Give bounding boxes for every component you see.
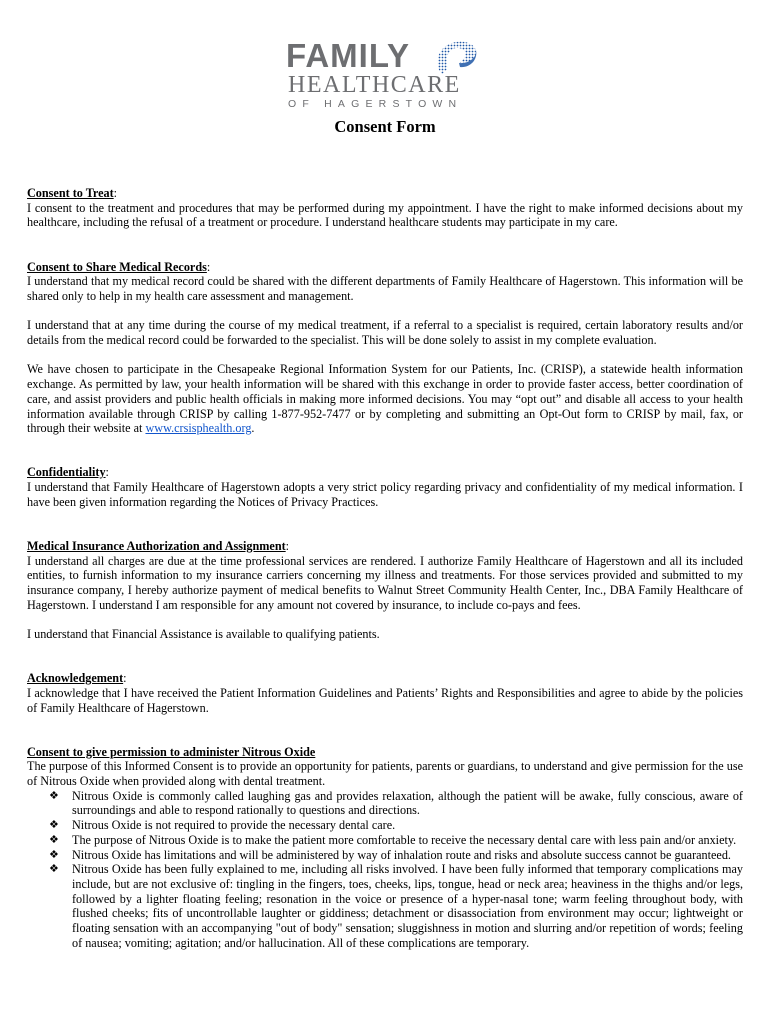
paragraph: I understand that at any time during the course of my medical treatment, if a referral to a specialist is required, certain laboratory results and/or details from the medical record could be forwarded to the specialist. This will be done solely to assist in my complete evaluation. <box>27 318 743 347</box>
logo-family-text: FAMILY <box>286 37 410 74</box>
paragraph: I consent to the treatment and procedures that may be performed during my appointment. I have the right to make informed decisions about my healthcare, including the refusal of a treatment or procedure. I understand healthcare students may participate in my care. <box>27 200 743 230</box>
list-item: ❖ Nitrous Oxide is not required to provide the necessary dental care. <box>49 818 396 833</box>
section-nitrous-oxide <box>27 745 743 951</box>
diamond-bullet-icon: ❖ <box>49 789 59 802</box>
diamond-bullet-icon: ❖ <box>49 819 59 832</box>
page-title: Consent Form <box>334 117 436 136</box>
section-heading: Confidentiality <box>27 465 106 480</box>
section-heading: Acknowledgement <box>27 671 124 686</box>
family-healthcare-logo <box>286 38 491 110</box>
paragraph: I understand that Family Healthcare of Hagerstown adopts a very strict policy regarding privacy and confidentiality of my medical information. I have been given information regarding the Notices of Privacy Practices. <box>27 480 743 509</box>
section-consent-to-treat: Consent to Treat: I consent to the treatment and procedures that may be performed during my appointment. I have the right to make informed decisions about my healthcare, including the refusal of a treatment or procedure. I understand healthcare students may participate in my care. <box>27 186 743 230</box>
diamond-bullet-icon: ❖ <box>49 848 59 861</box>
section-heading: Medical Insurance Authorization and Assignment <box>27 538 286 553</box>
section-insurance: Medical Insurance Authorization and Assignment: I understand all charges are due at the time professional services are rendered. I authorize Family Healthcare of Hagerstown and all its included entities, to furnish information to my insurance carriers concerning my illness and treatments. For those services provided and submitted to my insurance company, I hereby authorize payment of medical benefits to Walnut Street Community Health Center, Inc., DBA Family Healthcare of Hagerstown. I understand I am responsible for any amount not covered by insurance, to include co-pays and fees. I understand that Financial Assistance is available to qualifying patients. <box>27 538 743 641</box>
section-heading: Consent to Treat <box>27 186 114 200</box>
section-heading: Consent to give permission to administer Nitrous Oxide <box>27 744 316 759</box>
nitrous-bullet-list <box>27 789 743 951</box>
logo-hagerstown-text: OF HAGERSTOWN <box>288 98 463 110</box>
crisp-website-link[interactable]: www.crsisphealth.org <box>145 421 252 436</box>
section-acknowledgement: Acknowledgement: I acknowledge that I have received the Patient Information Guidelines and Patients’ Rights and Responsibilities and agree to abide by the policies of Family Healthcare of Hagerstown. <box>27 671 743 715</box>
paragraph: I acknowledge that I have received the Patient Information Guidelines and Patients’ Rights and Responsibilities and agree to abide by the policies of Family Healthcare of Hagerstown. <box>27 685 743 715</box>
paragraph: I understand that Financial Assistance is available to qualifying patients. <box>27 627 380 641</box>
list-item: ❖ The purpose of Nitrous Oxide is to make the patient more comfortable to receive the necessary dental care with less pain and/or anxiety. <box>49 832 737 847</box>
paragraph: I understand that my medical record could be shared with the different departments of Family Healthcare of Hagerstown. This information will be shared only to help in my health care assessment and management. <box>27 274 743 303</box>
section-confidentiality: Confidentiality: I understand that Family Healthcare of Hagerstown adopts a very strict policy regarding privacy and confidentiality of my medical information. I have been given information regarding the Notices of Privacy Practices. <box>27 465 743 509</box>
paragraph: The purpose of this Informed Consent is to provide an opportunity for patients, parents or guardians, to understand and give permission for the use of Nitrous Oxide when provided along with dental treatment. <box>27 759 743 788</box>
document-body <box>27 186 743 950</box>
list-item: ❖ Nitrous Oxide has been fully explained to me, including all risks involved. I have been fully informed that temporary complications may include, but are not exclusive of: tingling in the fingers, toes, cheeks, lips, tongue, head or neck area; heaviness in the thighs and/or legs, followed by a lighter floating feeling; resonation in the voice or presence of a hyper-nasal tone; warm feeling throughout body, with flushed cheeks; fits of uncontrollable laughter or giddiness; detachment or disassociation from environment may occur; lightweight or floating sensation with an accompanying "out of body" sensation; sluggishness in motion and slurring and/or repetition of words; feeling of nausea; vomiting; agitation; and/or hallucination. All of these complications are temporary. <box>49 862 743 950</box>
section-share-records: Consent to Share Medical Records: I understand that my medical record could be shared with the different departments of Family Healthcare of Hagerstown. This information will be shared only to help in my health care assessment and management. I understand that at any time during the course of my medical treatment, if a referral to a specialist is required, certain laboratory results and/or details from the medical record could be forwarded to the specialist. This will be done solely to assist in my complete evaluation. We have chosen to participate in the Chesapeake Regional Information System for our Patients, Inc. (CRISP), a statewide health information exchange. As permitted by law, your health information will be shared with this exchange in order to provide faster access, better coordination of care, and assist providers and public health officials in making more informed decisions. You may “opt out” and disable all access to your health information available through CRISP by calling 1-877-952-7477 or by completing and submitting an Opt-Out form to CRISP by mail, fax, or through their website at www.crsisphealth.org. <box>27 259 743 436</box>
list-item: ❖ Nitrous Oxide is commonly called laughing gas and provides relaxation, although the patient will be awake, fully conscious, aware of surroundings and able to respond rationally to questions and directions. <box>49 788 743 818</box>
paragraph: We have chosen to participate in the Chesapeake Regional Information System for our Patients, Inc. (CRISP), a statewide health information exchange. As permitted by law, your health information will be shared with this exchange in order to provide faster access, better coordination of care, and assist providers and public health officials in making more informed decisions. You may “opt out” and disable all access to your health information available through CRISP by calling 1-877-952-7477 or by completing and submitting an Opt-Out form to CRISP by mail, fax, or through their website at www.crsisphealth.org. <box>27 362 743 436</box>
list-item: ❖ Nitrous Oxide has limitations and will be administered by way of inhalation route and risks and absolute success cannot be guaranteed. <box>49 847 731 862</box>
diamond-bullet-icon: ❖ <box>49 833 59 846</box>
logo-healthcare-text: HEALTHCARE <box>288 72 461 98</box>
paragraph: I understand all charges are due at the time professional services are rendered. I authorize Family Healthcare of Hagerstown and all its included entities, to furnish information to my insurance carriers concerning my illness and treatments. For those services provided and submitted to my insurance company, I hereby authorize payment of medical benefits to Walnut Street Community Health Center, Inc., DBA Family Healthcare of Hagerstown. I understand I am responsible for any amount not covered by insurance, to include co-pays and fees. <box>27 553 743 612</box>
section-heading: Consent to Share Medical Records <box>27 259 207 274</box>
diamond-bullet-icon: ❖ <box>49 863 59 876</box>
